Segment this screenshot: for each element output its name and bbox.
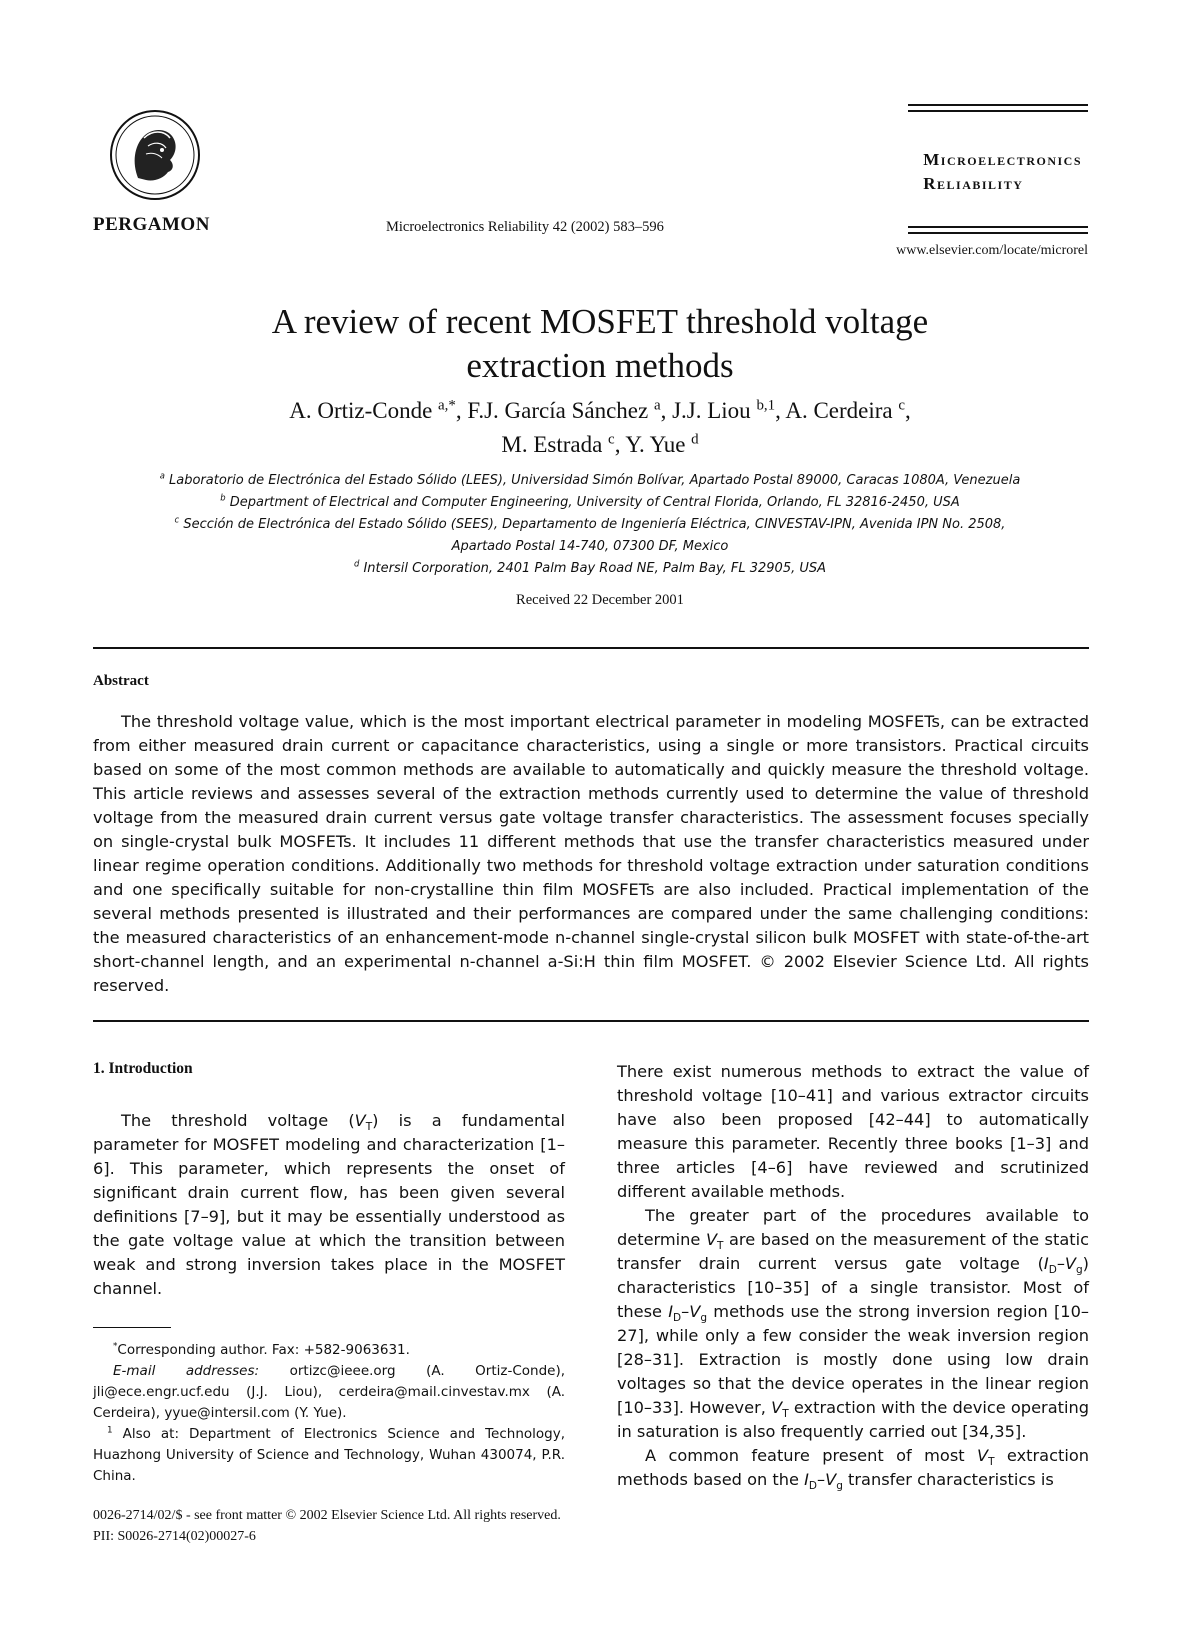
symbol-subscript: T	[782, 1408, 789, 1421]
publisher-logo	[108, 108, 202, 202]
author-list	[0, 394, 1200, 462]
text-run: ) characteristics [10–35] of a single transistor. Most of these	[617, 1254, 1089, 1321]
symbol-vg: V	[689, 1302, 701, 1321]
footnotes	[93, 1340, 565, 1487]
footnote-mark: *	[113, 1341, 118, 1352]
author-separator: ,	[775, 398, 786, 423]
affiliation-text: Department of Electrical and Computer Engineering, University of Central Florida, Orlando, FL 32816-2450, USA	[229, 495, 960, 510]
author-affiliation-mark: c	[898, 397, 906, 414]
author-name: J.J. Liou	[672, 398, 751, 423]
footnote-emails: ortizc@ieee.org (A. Ortiz-Conde), jli@ece.engr.ucf.edu (J.J. Liou), cerdeira@mail.cinvestav.mx (A. Cerdeira), yyue@intersil.com (Y. Yue).	[93, 1363, 566, 1421]
symbol-id: I	[668, 1302, 674, 1321]
symbol-subscript: D	[808, 1480, 818, 1493]
text-run: The threshold voltage (	[121, 1111, 355, 1130]
affiliation-mark: c	[174, 514, 180, 525]
header-rule	[908, 226, 1088, 228]
text-run: –	[681, 1302, 690, 1321]
journal-name-line: Reliability	[923, 174, 1024, 193]
symbol-id: I	[1043, 1254, 1049, 1273]
author-name: A. Cerdeira	[785, 398, 893, 423]
author-affiliation-mark: d	[691, 431, 699, 448]
issn-line: 0026-2714/02/$ - see front matter © 2002 Elsevier Science Ltd. All rights reserved.	[93, 1508, 561, 1523]
text-run: –	[817, 1470, 826, 1489]
symbol-vt: V	[705, 1230, 718, 1249]
intro-paragraph	[93, 1109, 565, 1301]
affiliation-mark: b	[220, 492, 226, 503]
abstract-text: The threshold voltage value, which is the most important electrical parameter in modeling MOSFETs, can be extracted from either measured drain current or capacitance characteristics, using a single or more transistors. Practical circuits based on some of the most common methods are available to automatically and quickly measure the threshold voltage. This article reviews and assesses several of the extraction methods currently used to determine the value of threshold voltage from the measured drain current versus gate voltage transfer characteristics. The assessment focuses specially on single-crystal bulk MOSFETs. It includes 11 different methods that use the transfer characteristics measured under linear regime operation conditions. Additionally two methods for threshold voltage extraction under saturation conditions and one specifically suitable for non-crystalline thin film MOSFETs are also included. Practical implementation of the several methods presented is illustrated and their performances are compared under the same challenging conditions: the measured characteristics of an enhancement-mode n-channel single-crystal silicon bulk MOSFET with state-of-the-art short-channel length, and an experimental n-channel a-Si:H thin film MOSFET. © 2002 Elsevier Science Ltd. All rights reserved.	[93, 712, 1089, 995]
symbol-subscript: D	[673, 1312, 682, 1325]
symbol-subscript: g	[836, 1480, 843, 1493]
symbol-subscript: T	[988, 1456, 995, 1469]
affiliation-mark: a	[159, 470, 165, 481]
affiliation-list	[90, 470, 1090, 580]
journal-name	[923, 148, 1082, 196]
email-label: E-mail addresses:	[113, 1363, 260, 1379]
affiliation-item	[90, 514, 1090, 536]
body-paragraph	[617, 1204, 1089, 1444]
text-run: extraction with the device operating in saturation is also frequently carried out [34,35].	[617, 1398, 1089, 1441]
affiliation-item	[90, 492, 1090, 514]
copyright-block	[93, 1505, 561, 1547]
text-run: ) is a fundamental parameter for MOSFET modeling and characterization [1–6]. This parameter, which represents the onset of significant drain current flow, has been given several definitions [7–9], but it may be essentially understood as the gate voltage value at which the transition between weak and strong inversion takes place in the MOSFET channel.	[93, 1111, 565, 1298]
author-separator: ,	[905, 398, 911, 423]
symbol-subscript: g	[700, 1312, 708, 1325]
author-affiliation-mark: c	[608, 431, 615, 448]
abstract-heading: Abstract	[93, 673, 149, 689]
right-column	[617, 1060, 1089, 1492]
author-name: Y. Yue	[625, 432, 686, 457]
symbol-subscript: T	[365, 1121, 373, 1134]
publisher-name: PERGAMON	[93, 214, 210, 235]
pii-line: PII: S0026-2714(02)00027-6	[93, 1529, 256, 1544]
footnote-also-at: Also at: Department of Electronics Science and Technology, Huazhong University of Science and Technology, Wuhan 430074, P.R. China.	[93, 1426, 565, 1484]
journal-citation: Microelectronics Reliability 42 (2002) 583–596	[386, 219, 664, 235]
symbol-vt: V	[771, 1398, 783, 1417]
author-separator: ,	[614, 432, 626, 457]
footnote-rule	[93, 1327, 171, 1328]
author-affiliation-mark: a	[653, 397, 661, 414]
title-line: extraction methods	[466, 346, 734, 385]
text-run: methods use the strong inversion region [10–27], while only a few consider the weak inversion region [28–31]. Extraction is mostly done using low drain voltages so that the device operates in the linear region [10–33]. However,	[617, 1302, 1090, 1417]
affiliation-text: Apartado Postal 14-740, 07300 DF, Mexico	[451, 539, 729, 554]
section-divider	[93, 647, 1089, 649]
author-affiliation-mark: b,1	[756, 397, 776, 414]
author-name: A. Ortiz-Conde	[289, 398, 433, 423]
text-run: The greater part of the procedures available to determine	[617, 1206, 1089, 1249]
article-title	[0, 300, 1200, 388]
body-paragraph: There exist numerous methods to extract the value of threshold voltage [10–41] and various extractor circuits have also been proposed [42–44] to automatically measure this parameter. Recently three books [1–3] and three articles [4–6] have reviewed and scrutinized different available methods.	[617, 1062, 1089, 1201]
affiliation-text: Sección de Electrónica del Estado Sólido (SEES), Departamento de Ingeniería Eléctrica, CINVESTAV-IPN, Avenida IPN No. 2508,	[183, 517, 1006, 532]
footnote-mark: 1	[107, 1425, 113, 1436]
header-rule	[908, 232, 1088, 234]
symbol-vg: V	[825, 1470, 837, 1489]
text-run: are based on the measurement of the static transfer drain current versus gate voltage (	[617, 1230, 1090, 1273]
text-run: transfer characteristics is	[842, 1470, 1054, 1489]
symbol-id: I	[804, 1470, 809, 1489]
received-date: Received 22 December 2001	[516, 592, 684, 608]
author-separator: ,	[455, 398, 468, 423]
affiliation-text: Laboratorio de Electrónica del Estado Sólido (LEES), Universidad Simón Bolívar, Apartado Postal 89000, Caracas 1080A, Venezuela	[169, 473, 1021, 488]
symbol-subscript: g	[1075, 1264, 1083, 1277]
affiliation-text: Intersil Corporation, 2401 Palm Bay Road NE, Palm Bay, FL 32905, USA	[363, 561, 827, 576]
text-run: A common feature present of most	[645, 1446, 977, 1465]
symbol-vt: V	[354, 1111, 366, 1130]
journal-name-line: Microelectronics	[923, 150, 1082, 169]
text-run: extraction methods based on the	[617, 1446, 1089, 1489]
symbol-vt: V	[977, 1446, 989, 1465]
affiliation-item	[90, 536, 1090, 558]
footnote-corresponding: Corresponding author. Fax: +582-9063631.	[117, 1342, 410, 1358]
symbol-subscript: T	[717, 1240, 724, 1253]
body-paragraph	[617, 1444, 1089, 1492]
header-rule	[908, 110, 1088, 112]
symbol-subscript: D	[1048, 1264, 1057, 1277]
header-rule	[908, 104, 1088, 106]
affiliation-mark: d	[353, 558, 360, 569]
journal-url[interactable]: www.elsevier.com/locate/microrel	[896, 243, 1088, 258]
author-name: F.J. García Sánchez	[467, 398, 649, 423]
author-separator: ,	[660, 398, 673, 423]
title-line: A review of recent MOSFET threshold voltage	[271, 302, 929, 341]
symbol-vg: V	[1064, 1254, 1076, 1273]
author-affiliation-mark: a,*	[438, 397, 456, 414]
section-heading-introduction: 1. Introduction	[93, 1060, 193, 1077]
text-run: –	[1056, 1254, 1065, 1273]
affiliation-item	[90, 470, 1090, 492]
affiliation-item	[90, 558, 1090, 580]
author-name: M. Estrada	[501, 432, 603, 457]
section-divider	[93, 1020, 1089, 1022]
